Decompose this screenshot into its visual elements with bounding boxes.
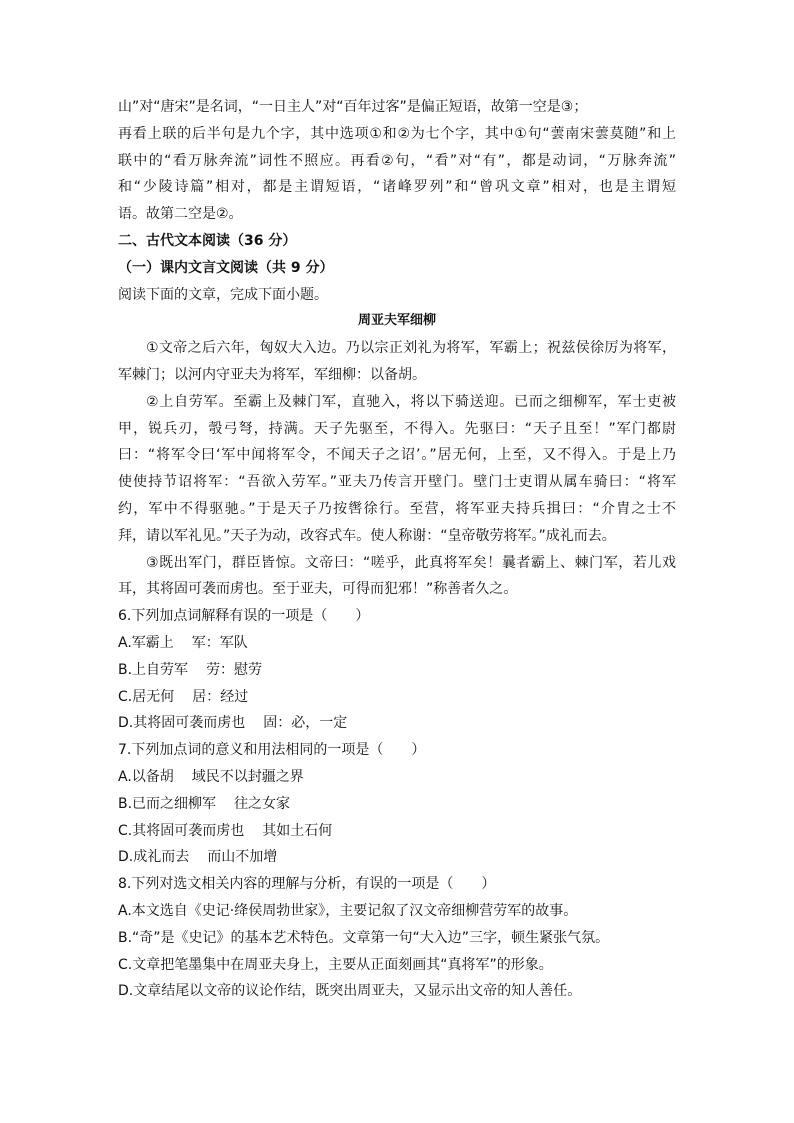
option-phrase: C.其将固可袭而虏也	[118, 822, 245, 839]
option-explanation: 而山不加增	[207, 849, 278, 866]
answer-option: A.本文选自《史记·绛侯周勃世家》，主要记叙了汉文帝细柳营劳军的故事。	[118, 902, 578, 919]
analysis-line-2: 再看上联的后半句是九个字，其中选项①和②为七个字，其中①句“蕓南宋蕓莫随”和上	[118, 125, 676, 142]
analysis-line-5: 语。故第二空是②。	[118, 206, 243, 223]
answer-option	[118, 710, 676, 737]
question-7-options	[118, 764, 676, 871]
article-line: 军棘门；以河内守亚夫为将军，军细柳：以备胡。	[118, 366, 426, 383]
option-explanation: 域民不以封疆之界	[191, 768, 304, 785]
option-explanation: 劳：慰劳	[206, 661, 263, 678]
article-title: 周亚夫军细柳	[357, 313, 436, 329]
option-phrase: B.已而之细柳军	[118, 795, 217, 812]
option-explanation: 军：军队	[191, 634, 248, 651]
article-line: ②上自劳军。至霸上及棘门军，直驰入，将以下骑送迎。已而之细柳军，军士吏被	[146, 393, 676, 410]
answer-option	[118, 818, 676, 845]
answer-option: D.文章结尾以文帝的议论作结，既突出周亚夫，又显示出文帝的知人善任。	[118, 983, 582, 1000]
article-line: ①文帝之后六年，匈奴大入边。乃以宗正刘礼为将军，军霸上；祝兹侯徐厉为将军，	[146, 340, 676, 357]
article-body	[118, 335, 676, 603]
article-line: 约，军中不得驱驰。”于是天子乃按辔徐行。至营，将军亚夫持兵揖曰：“介胄之士不	[118, 500, 676, 517]
option-phrase: D.成礼而去	[118, 849, 190, 866]
question-6-stem: 6.下列加点词解释有误的一项是（ ）	[118, 608, 370, 625]
reading-instruction: 阅读下面的文章，完成下面小题。	[118, 286, 328, 303]
subsection-title: （一）课内文言文阅读（共 9 分）	[118, 259, 334, 276]
article-line: 曰：“将军令曰‘军中闻将军令，不闻天子之诏’。”居无何，上至，又不得入。于是上乃	[118, 447, 676, 464]
answer-option: C.文章把笔墨集中在周亚夫身上，主要从正面刻画其“真将军”的形象。	[118, 956, 553, 973]
answer-option	[118, 684, 676, 711]
question-6-options	[118, 630, 676, 737]
option-explanation: 固：必，一定	[263, 715, 348, 732]
analysis-line-3: 联中的“看万脉奔流”词性不照应。再看②句，“看”对“有”，都是动词，“万脉奔流”	[118, 152, 676, 169]
article-line: 使使持节诏将军：“吾欲入劳军。”亚夫乃传言开壁门。壁门士吏谓从属车骑曰：“将军	[118, 474, 676, 491]
answer-option	[118, 844, 676, 871]
article-line: 耳，其将固可袭而虏也。至于亚夫，可得而犯邪！”称善者久之。	[118, 581, 518, 598]
option-phrase: C.居无何	[118, 688, 175, 705]
option-explanation: 往之女家	[234, 795, 291, 812]
question-8-stem: 8.下列对选文相关内容的理解与分析，有误的一项是（ ）	[118, 876, 496, 893]
answer-option	[118, 657, 676, 684]
answer-option	[118, 764, 676, 791]
article-line: 拜，请以军礼见。”天子为动，改容式车。使人称谢：“皇帝敬劳将军。”成礼而去。	[118, 527, 616, 544]
section-title: 二、古代文本阅读（36 分）	[118, 232, 297, 249]
answer-option	[118, 630, 676, 657]
question-7-stem: 7.下列加点词的意义和用法相同的一项是（ ）	[118, 742, 426, 759]
answer-option: B.“奇”是《史记》的基本艺术特色。文章第一句“大入边”三字，顿生紧张气氛。	[118, 929, 610, 946]
option-phrase: A.军霸上	[118, 634, 174, 651]
question-8-options	[118, 898, 676, 1005]
article-line: 甲，锐兵刃，彀弓弩，持满。天子先驱至，不得入。先驱曰：“天子且至！”军门都尉	[118, 420, 676, 437]
document-content	[118, 94, 676, 1005]
option-phrase: D.其将固可袭而虏也	[118, 715, 246, 732]
option-phrase: B.上自劳军	[118, 661, 189, 678]
option-explanation: 其如土石何	[262, 822, 333, 839]
article-line: ③既出军门，群臣皆惊。文帝曰：“嗟乎，此真将军矣！曩者霸上、棘门军，若儿戏	[146, 554, 676, 571]
option-phrase: A.以备胡	[118, 768, 174, 785]
analysis-line-1: 山”对“唐宋”是名词，“一日主人”对“百年过客”是偏正短语，故第一空是③；	[118, 99, 588, 115]
option-explanation: 居：经过	[192, 688, 249, 705]
answer-option	[118, 791, 676, 818]
analysis-line-4: 和“少陵诗篇”相对，都是主谓短语，“诸峰罗列”和“曾巩文章”相对，也是主谓短	[118, 179, 676, 196]
